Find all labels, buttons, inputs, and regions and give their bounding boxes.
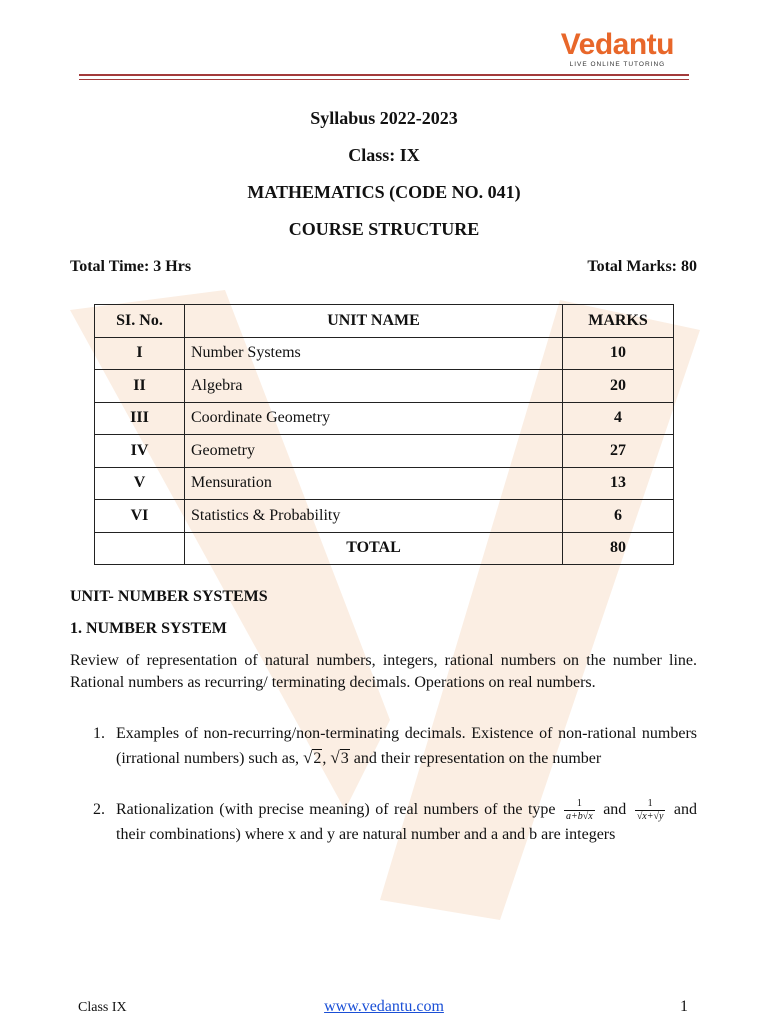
vedantu-logo	[561, 30, 674, 68]
header-rule	[79, 74, 689, 76]
item-text-c: and their combinations) where x and y are natural number and a and b are integers	[116, 801, 698, 843]
item-number: 1.	[93, 725, 105, 742]
cell-sl: V	[95, 467, 185, 500]
item-text-a: Rationalization (with precise meaning) of real numbers of the type	[116, 801, 556, 819]
footer-link-wrap	[0, 998, 768, 1016]
item-text	[116, 722, 697, 771]
cell-unit: Coordinate Geometry	[185, 402, 563, 435]
item-text-b: and	[603, 801, 627, 819]
fraction-numerator: 1	[635, 798, 666, 811]
cell-marks: 4	[563, 402, 674, 435]
cell-unit: Number Systems	[185, 337, 563, 370]
cell-unit: Algebra	[185, 370, 563, 403]
page-number: 1	[680, 998, 688, 1015]
unit-heading: UNIT- NUMBER SYSTEMS	[70, 588, 268, 605]
table-row	[95, 435, 674, 468]
header-unit-name: UNIT NAME	[185, 305, 563, 338]
item-text	[116, 798, 697, 847]
table-header-row	[95, 305, 674, 338]
cell-sl: II	[95, 370, 185, 403]
cell-unit: Geometry	[185, 435, 563, 468]
sqrt-two: √2	[303, 748, 322, 767]
sqrt-radicand: 3	[340, 750, 349, 767]
cell-marks: 20	[563, 370, 674, 403]
fraction-numerator: 1	[564, 798, 595, 811]
cell-marks: 6	[563, 500, 674, 533]
fraction-denominator: a+b√x	[566, 811, 593, 822]
exam-meta	[70, 258, 697, 276]
course-structure-table	[94, 304, 674, 565]
cell-sl: I	[95, 337, 185, 370]
website-link[interactable]: www.vedantu.com	[324, 998, 444, 1015]
fraction-two	[635, 798, 666, 823]
subject-title: MATHEMATICS (CODE NO. 041)	[247, 182, 521, 202]
cell-unit: Mensuration	[185, 467, 563, 500]
header-sl-no: SI. No.	[95, 305, 185, 338]
sqrt-three: √3	[330, 748, 349, 767]
list-item	[93, 722, 697, 771]
table-total-row	[95, 532, 674, 565]
cell-unit: Statistics & Probability	[185, 500, 563, 533]
sqrt-radicand: 2	[313, 750, 322, 767]
class-title: Class: IX	[348, 145, 420, 165]
table-row	[95, 402, 674, 435]
separator: ,	[322, 750, 327, 767]
title-block	[0, 105, 768, 253]
brand-tagline: LIVE ONLINE TUTORING	[569, 61, 666, 68]
syllabus-year: Syllabus 2022-2023	[310, 108, 458, 128]
cell-marks: 13	[563, 467, 674, 500]
item-text-a: Examples of non-recurring/non-terminating decimals. Existence of non-rational numbers (irrational numbers) such as,	[116, 725, 697, 767]
table-row	[95, 500, 674, 533]
intro-paragraph: Review of representation of natural numbers, integers, rational numbers on the number line. Rational numbers as recurring/ terminating decimals. Operations on real numbers.	[70, 652, 697, 691]
section-heading: 1. NUMBER SYSTEM	[70, 620, 227, 637]
course-structure-title: COURSE STRUCTURE	[288, 219, 480, 239]
cell-sl: III	[95, 402, 185, 435]
brand-name: Vedantu	[560, 28, 674, 61]
total-time: Total Time: 3 Hrs	[70, 258, 192, 275]
header-rule-thin	[79, 79, 689, 80]
table-row	[95, 467, 674, 500]
fraction-denominator: √x+√y	[636, 811, 664, 822]
cell-marks: 10	[563, 337, 674, 370]
fraction-one	[564, 798, 595, 823]
list-item	[93, 798, 697, 847]
cell-sl: VI	[95, 500, 185, 533]
header-marks: MARKS	[563, 305, 674, 338]
footer-class: Class IX	[78, 1000, 127, 1015]
table-row	[95, 370, 674, 403]
cell-marks: 27	[563, 435, 674, 468]
cell-sl: IV	[95, 435, 185, 468]
total-marks: Total Marks: 80	[587, 258, 697, 275]
item-number: 2.	[93, 801, 105, 818]
total-marks-value: 80	[563, 532, 674, 565]
table-row	[95, 337, 674, 370]
cell-empty	[95, 532, 185, 565]
item-text-b: and their representation on the number	[353, 750, 602, 767]
total-label: TOTAL	[185, 532, 563, 565]
